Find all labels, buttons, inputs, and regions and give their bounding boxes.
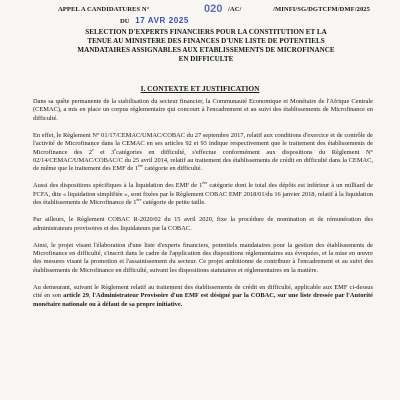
reference-number-stamp: 020 (204, 3, 223, 15)
title-line: EN DIFFICULTE (178, 55, 234, 63)
paragraph-liquidation: Aussi des dispositions spécifiques à la liquidation des EMF de 1ère catégorie dont le total des dépôts est inférieur à un milliard de FCFA, dite « liquidation simplifiée », sont fixées par le Règlement COBAC EMF 2018/01/du 16 janvier 2018, relatif à la liquidation des établissements de Microfinance de 1ère catégorie de petite taille. (33, 180, 374, 207)
document-body (33, 98, 373, 318)
date-stamp: 17 AVR 2025 (135, 16, 189, 25)
document-title (42, 28, 370, 64)
date-line (120, 16, 240, 25)
title-line: SELECTION D'EXPERTS FINANCIERS POUR LA CONSTITUTION ET LA (85, 28, 327, 36)
reference-ministry-code: /MINFI/SG/DGTCFM/DMF/2025 (273, 6, 370, 13)
title-line: TENUE AU MINISTERE DES FINANCES D'UNE LISTE DE POTENTIELS (87, 37, 325, 45)
date-prefix: DU (120, 18, 130, 25)
paragraph-project: Ainsi, le projet visant l'élaboration d'une liste d'experts financiers, potentiels mandataires pour la gestion des établissements de Microfinance en difficulté, s'inscrit dans le cadre de l'application des dispositions réglementaires sus évoquées, et la mise en œuvre des mesures visant la promotion et l'assainissement du secteur. Ce projet ambitionne de contribuer à l'encadrement et au suivi des établissements de Microfinance en difficulté, suivant les dispositions statutaires et réglementaires en la matière. (33, 241, 373, 274)
paragraph-cobac: Par ailleurs, le Règlement COBAC R-2020/02 du 15 avril 2020, fixe la procédure de nomination et de rémunération des administrateurs provisoires et des liquidateurs par la COBAC. (33, 216, 373, 232)
reference-ac: /AC/ (228, 6, 242, 13)
paragraph-article-29: Au demeurant, suivant le Règlement relatif au traitement des établissements de crédit en difficulté, applicable aux EMF ci-dessus cité en son article 29, l'Administrateur Provisoire d'un EMF est désigné par la COBAC, sur une liste dressée par l'Autorité monétaire nationale ou à défaut de sa propre initiative. (33, 283, 373, 308)
call-number-label: APPEL A CANDIDATURES N° (58, 6, 150, 13)
title-line: MANDATAIRES ASSIGNABLES AUX ETABLISSEMENTS DE MICROFINANCE (77, 46, 335, 54)
paragraph-regulation: En effet, le Règlement N° 01/17/CEMAC/UMAC/COBAC du 27 septembre 2017, relatif aux conditions d'exercice et de contrôle de l'activité de Microfinance dans la CEMAC en ses articles 92 et 93 indique respectivement que le traitement des établissements de Microfinance des 2e et 3ecatégories en difficulté, s'effectue conformément aux dispositions du Règlement N° 02/14/CEMAC/UMAC/COBAC/C du 25 avril 2014, relatif au traitement des établissements de crédit en difficulté dans la CEMAC, de même que le traitement des EMF de 1ère catégorie en difficulté. (33, 131, 373, 173)
paragraph-intro: Dans sa quête permanente de la stabilisation du secteur financier, la Communauté Economique et Monétaire de l'Afrique Centrale (CEMAC), a mis en place un corpus réglementaire qui concourt à l'encadrement et au suivi des établissements de Microfinance en difficulté. (33, 98, 373, 122)
section-heading: I. CONTEXTE ET JUSTIFICATION (140, 84, 260, 93)
